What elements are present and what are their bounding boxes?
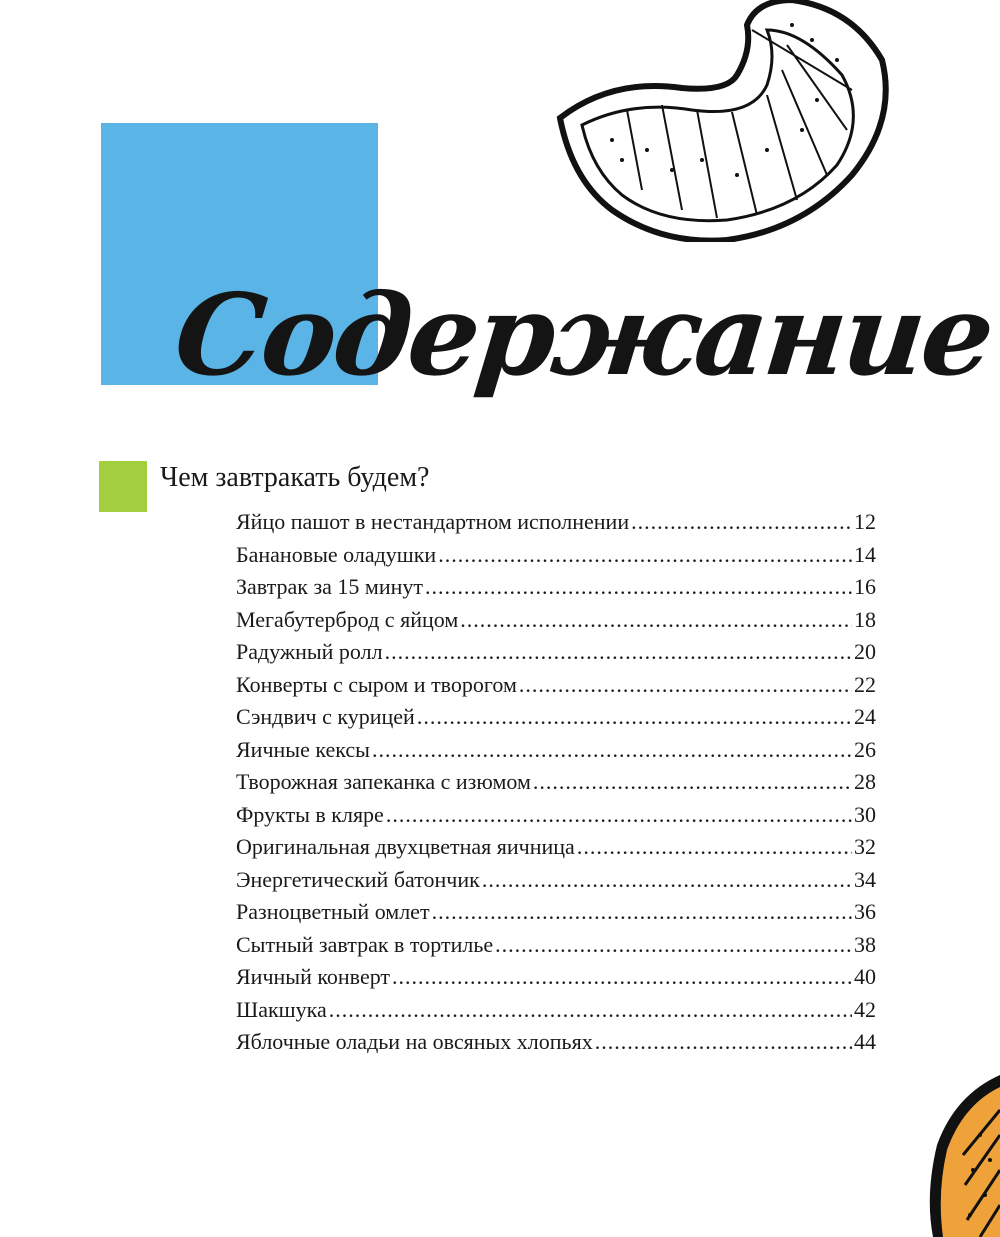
toc-entry-page: 32: [854, 834, 876, 859]
toc-entry-page: 24: [854, 704, 876, 729]
toc-entry-page: 26: [854, 736, 876, 762]
toc-entry: [236, 994, 876, 1027]
toc-entry-title: Яйцо пашот в нестандартном исполнении: [236, 509, 630, 534]
toc-entry: [236, 604, 876, 637]
dot-leader: [460, 604, 852, 637]
dot-leader: [432, 896, 852, 929]
toc-entry: [236, 571, 876, 604]
toc-entry-page: 28: [854, 769, 876, 794]
dot-leader: [495, 929, 852, 962]
toc-entry: [236, 734, 876, 767]
dot-leader: [438, 539, 852, 572]
orange-slice-illustration: [925, 1075, 1000, 1237]
dot-leader: [417, 701, 852, 734]
toc-entry-title: Оригинальная двухцветная яичница: [236, 834, 575, 859]
toc-entry: [236, 1026, 876, 1059]
toc-entry-page: 42: [854, 996, 876, 1022]
toc-entry-title: Мегабутерброд с яйцом: [236, 606, 459, 632]
toc-entry: [236, 539, 876, 572]
toc-entry-title: Сытный завтрак в тортилье: [236, 931, 494, 957]
dot-leader: [519, 669, 852, 702]
toc-entry: [236, 864, 876, 897]
toc-entry-page: 22: [854, 671, 876, 697]
toc-entry-title: Яичные кексы: [236, 736, 370, 762]
dot-leader: [577, 831, 852, 864]
toc-entry: [236, 701, 876, 734]
dot-leader: [533, 766, 852, 799]
dot-leader: [631, 506, 852, 539]
toc-entry-page: 14: [854, 541, 876, 567]
toc-entry: [236, 929, 876, 962]
toc-entry-page: 20: [854, 639, 876, 664]
page-title: Содержание: [169, 270, 998, 401]
toc-entry-page: 16: [854, 574, 876, 599]
toc-entry-title: Разноцветный омлет: [236, 899, 430, 924]
toc-entry: [236, 636, 876, 669]
toc-entry-title: Фрукты в кляре: [236, 801, 384, 827]
toc-entry-title: Творожная запеканка с изюмом: [236, 769, 531, 794]
dot-leader: [386, 799, 852, 832]
toc-entry: [236, 766, 876, 799]
toc-entry-title: Конверты с сыром и творогом: [236, 671, 517, 697]
toc-entry-title: Завтрак за 15 минут: [236, 574, 423, 599]
toc-entry-title: Радужный ролл: [236, 639, 383, 664]
toc-entry-title: Банановые оладушки: [236, 541, 437, 567]
dot-leader: [482, 864, 852, 897]
dot-leader: [595, 1026, 852, 1059]
dot-leader: [385, 636, 852, 669]
toc-entry: [236, 506, 876, 539]
dot-leader: [392, 961, 852, 994]
toc-entry-title: Сэндвич с курицей: [236, 704, 415, 729]
toc-entry-page: 40: [854, 964, 876, 989]
toc-entry-page: 18: [854, 606, 876, 632]
toc-entry-page: 30: [854, 801, 876, 827]
table-of-contents: [236, 506, 876, 1059]
toc-entry-page: 36: [854, 899, 876, 924]
toc-entry-page: 38: [854, 931, 876, 957]
toc-entry-page: 44: [854, 1029, 876, 1054]
dot-leader: [372, 734, 852, 767]
section-heading: Чем завтракать будем?: [160, 462, 430, 493]
toc-entry: [236, 669, 876, 702]
toc-entry-title: Яблочные оладьи на овсяных хлопьях: [236, 1029, 593, 1054]
toc-entry-title: Шакшука: [236, 996, 327, 1022]
toc-entry: [236, 831, 876, 864]
dot-leader: [425, 571, 852, 604]
toc-entry-title: Энергетический батончик: [236, 866, 480, 892]
citrus-slice-illustration: [552, 0, 892, 242]
dot-leader: [329, 994, 852, 1027]
toc-entry: [236, 799, 876, 832]
section-marker: [99, 461, 147, 512]
toc-entry-page: 34: [854, 866, 876, 892]
toc-entry: [236, 896, 876, 929]
toc-entry-title: Яичный конверт: [236, 964, 391, 989]
toc-entry: [236, 961, 876, 994]
toc-entry-page: 12: [854, 509, 876, 534]
